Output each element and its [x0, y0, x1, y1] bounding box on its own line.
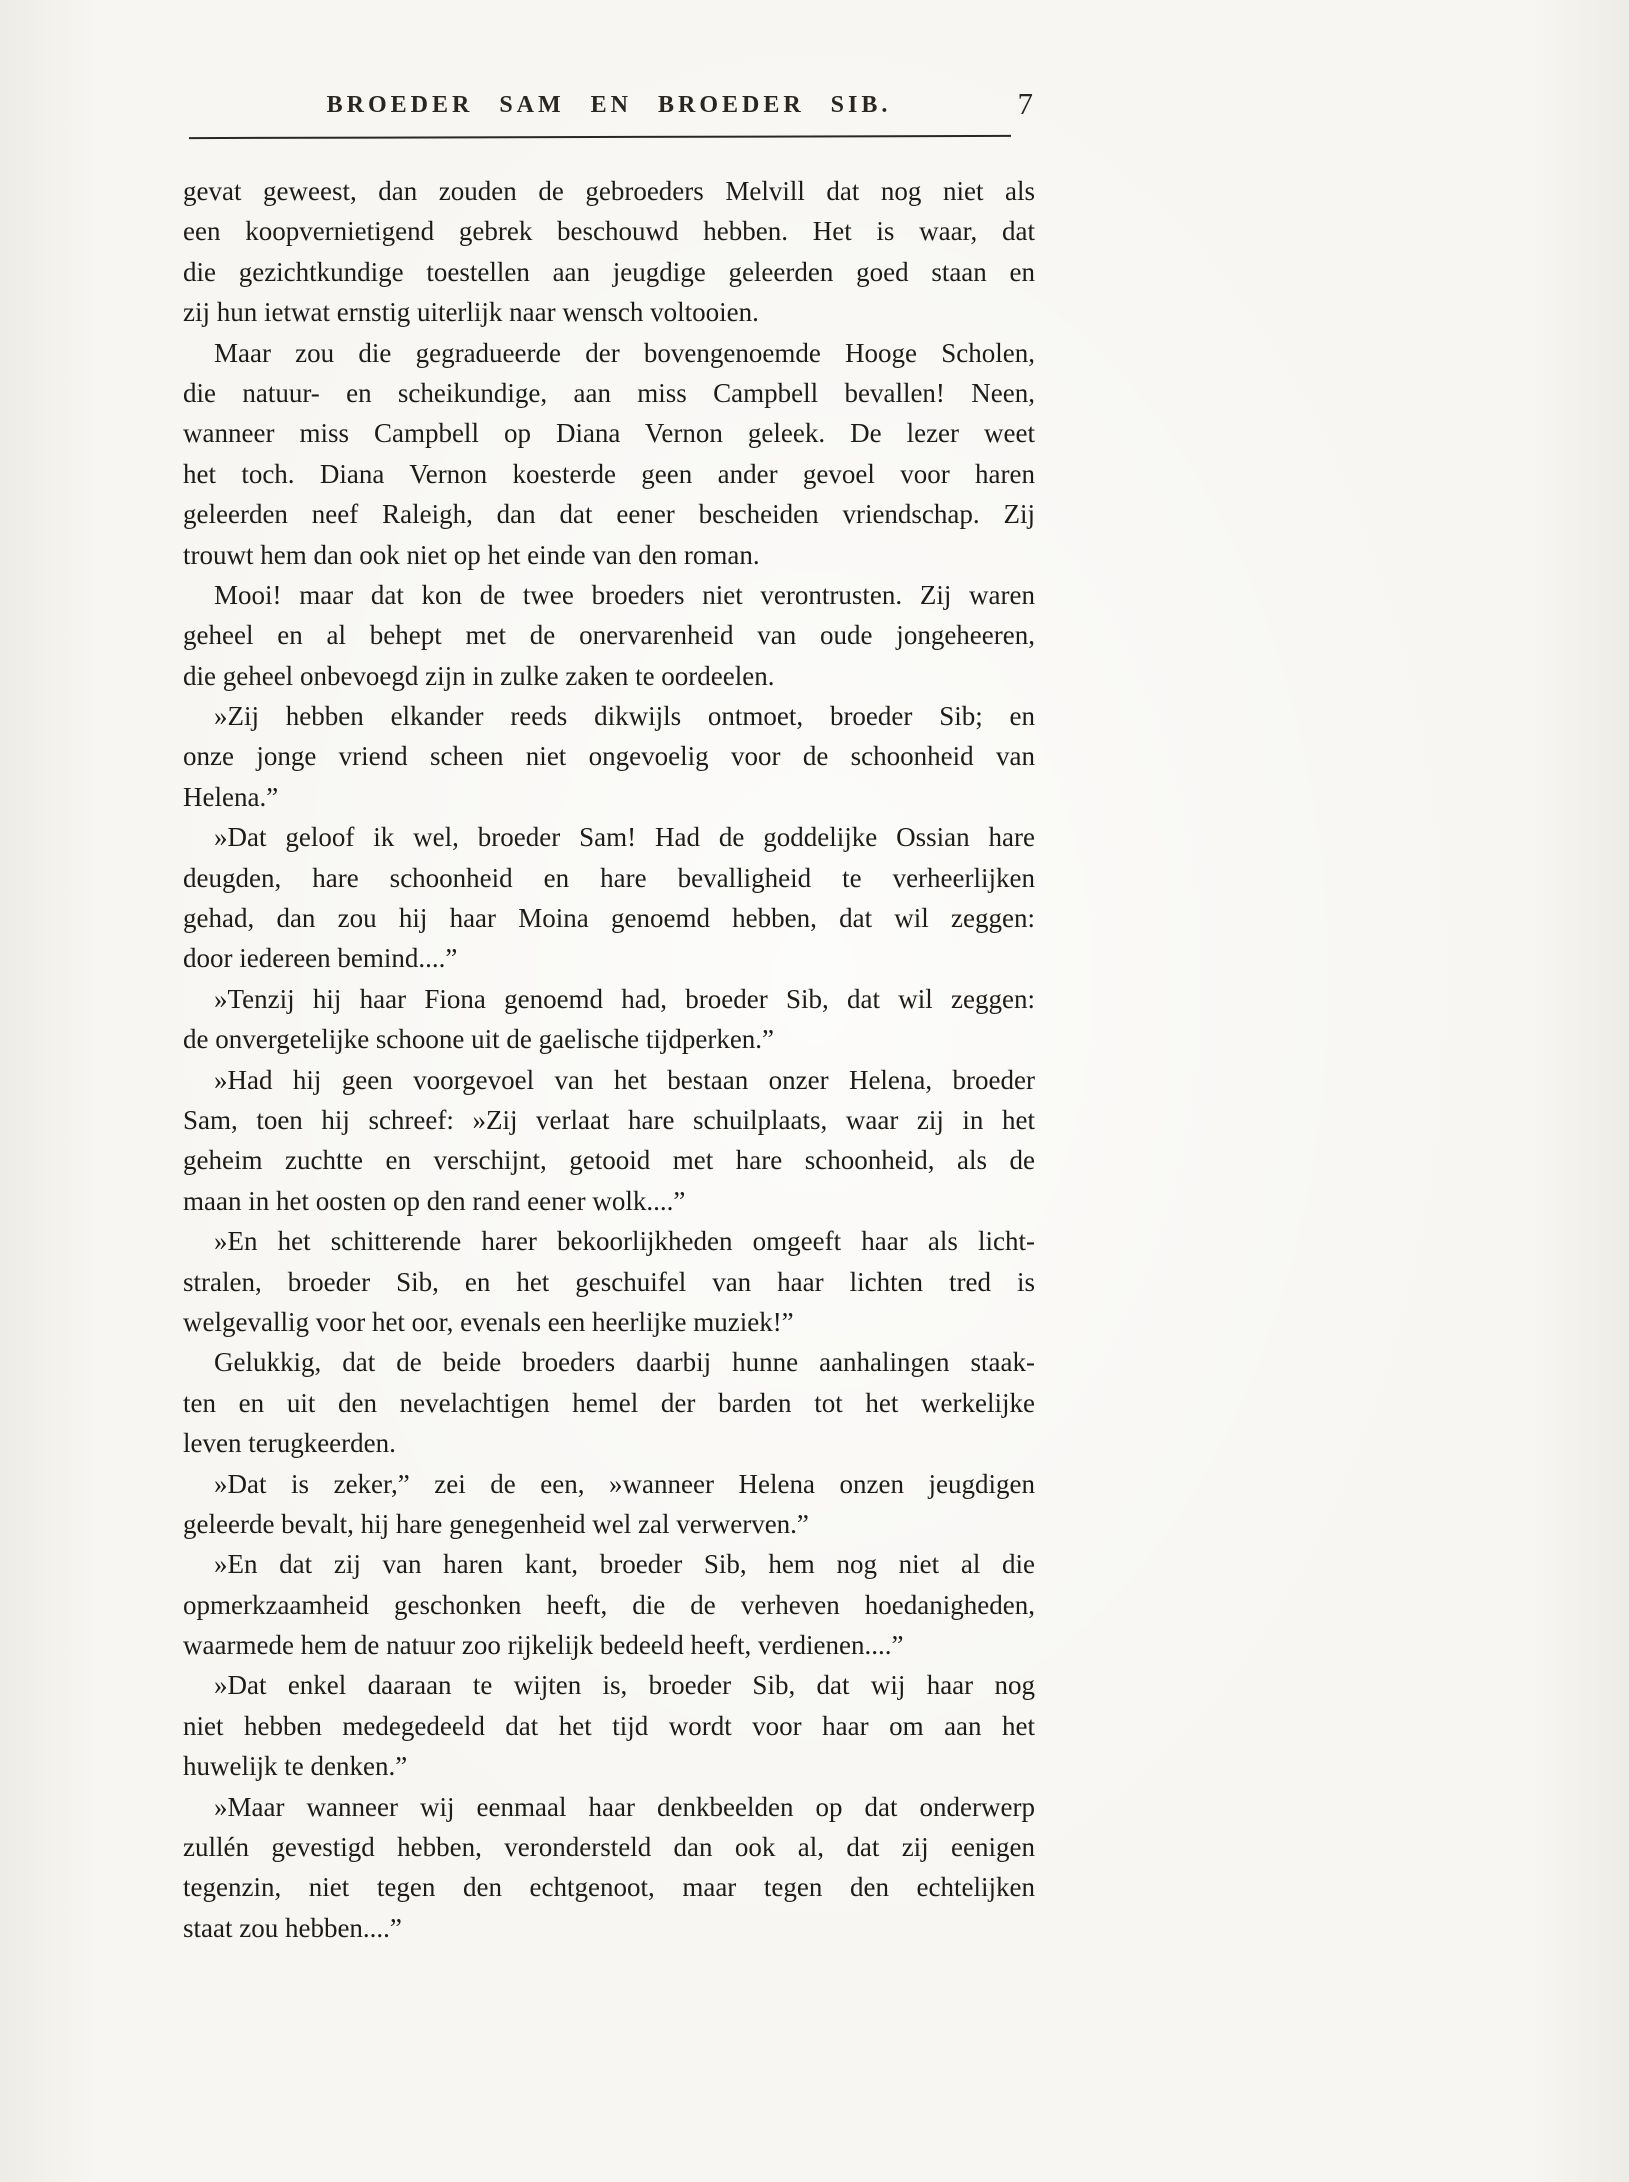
text-block — [183, 88, 1035, 1948]
running-title: BROEDER SAM EN BROEDER SIB. — [326, 92, 892, 118]
text-line: Helena.” — [183, 781, 279, 812]
text-line: trouwt hem dan ook niet op het einde van den roman. — [183, 539, 760, 570]
text-line: »Dat is zeker,” zei de een, »wanneer Helena onzen jeugdigen — [214, 1468, 1035, 1499]
text-line: Gelukkig, dat de beide broeders daarbij hunne aanhalingen staak- — [214, 1347, 1035, 1378]
text-line: wanneer miss Campbell op Diana Vernon geleek. De lezer weet — [183, 418, 1035, 449]
text-line: huwelijk te denken.” — [183, 1751, 408, 1782]
text-line: tegenzin, niet tegen den echtgenoot, maar tegen den echtelijken — [183, 1872, 1035, 1903]
text-line: »Tenzij hij haar Fiona genoemd had, broeder Sib, dat wil zeggen: — [214, 983, 1035, 1014]
text-line: Sam, toen hij schreef: »Zij verlaat hare schuilplaats, waar zij in het — [183, 1104, 1035, 1135]
text-line: zij hun ietwat ernstig uiterlijk naar wensch voltooien. — [183, 297, 759, 328]
text-line: niet hebben medegedeeld dat het tijd wordt voor haar om aan het — [183, 1710, 1035, 1741]
text-line: welgevallig voor het oor, evenals een heerlijke muziek!” — [183, 1306, 794, 1337]
text-line: geheim zuchtte en verschijnt, getooid met hare schoonheid, als de — [183, 1145, 1035, 1176]
text-line: »Zij hebben elkander reeds dikwijls ontmoet, broeder Sib; en — [214, 701, 1035, 732]
text-line: het toch. Diana Vernon koesterde geen ander gevoel voor haren — [183, 458, 1035, 489]
text-line: gevat geweest, dan zouden de gebroeders Melvill dat nog niet als — [183, 176, 1035, 206]
text-line: geleerde bevalt, hij hare genegenheid wel zal verwerven.” — [183, 1508, 809, 1539]
text-line: Mooi! maar dat kon de twee broeders niet verontrusten. Zij waren — [214, 579, 1035, 610]
header-rule — [189, 135, 1011, 139]
text-line: »Dat geloof ik wel, broeder Sam! Had de goddelijke Ossian hare — [214, 822, 1035, 853]
text-line: »En het schitterende harer bekoorlijkheden omgeeft haar als licht- — [214, 1226, 1035, 1257]
text-line: stralen, broeder Sib, en het geschuifel van haar lichten tred is — [183, 1266, 1035, 1297]
page-body — [183, 171, 1035, 1948]
text-line: waarmede hem de natuur zoo rijkelijk bedeeld heeft, verdienen....” — [183, 1630, 904, 1661]
text-line: zullén gevestigd hebben, verondersteld dan ook al, dat zij eenigen — [183, 1832, 1035, 1863]
text-line: een koopvernietigend gebrek beschouwd hebben. Het is waar, dat — [183, 216, 1035, 247]
text-line: »Had hij geen voorgevoel van het bestaan onzer Helena, broeder — [214, 1064, 1035, 1095]
text-line: de onvergetelijke schoone uit de gaelische tijdperken.” — [183, 1024, 775, 1055]
text-line: opmerkzaamheid geschonken heeft, die de verheven hoedanigheden, — [183, 1589, 1035, 1620]
page-number: 7 — [1017, 86, 1033, 121]
text-line: staat zou hebben....” — [183, 1912, 402, 1943]
text-line: die natuur- en scheikundige, aan miss Campbell bevallen! Neen, — [183, 377, 1035, 408]
text-line: geheel en al behept met de onervarenheid van oude jongeheeren, — [183, 620, 1035, 651]
text-line: deugden, hare schoonheid en hare bevalligheid te verheerlijken — [183, 862, 1035, 893]
page-header — [183, 88, 1035, 128]
text-line: die gezichtkundige toestellen aan jeugdige geleerden goed staan en — [183, 256, 1035, 287]
text-line: gehad, dan zou hij haar Moina genoemd hebben, dat wil zeggen: — [183, 903, 1035, 934]
text-line: door iedereen bemind....” — [183, 943, 458, 974]
text-line: leven terugkeerden. — [183, 1428, 396, 1459]
text-line: onze jonge vriend scheen niet ongevoelig voor de schoonheid van — [183, 741, 1035, 772]
text-line: »Maar wanneer wij eenmaal haar denkbeelden op dat onderwerp — [214, 1791, 1035, 1822]
text-line: ten en uit den nevelachtigen hemel der barden tot het werkelijke — [183, 1387, 1035, 1418]
text-line: geleerden neef Raleigh, dan dat eener bescheiden vriendschap. Zij — [183, 499, 1035, 530]
text-line: maan in het oosten op den rand eener wolk....” — [183, 1185, 686, 1216]
text-line: »En dat zij van haren kant, broeder Sib, hem nog niet al die — [214, 1549, 1035, 1580]
text-line: die geheel onbevoegd zijn in zulke zaken te oordeelen. — [183, 660, 775, 691]
text-line: »Dat enkel daaraan te wijten is, broeder Sib, dat wij haar nog — [214, 1670, 1035, 1701]
text-line: Maar zou die gegradueerde der bovengenoemde Hooge Scholen, — [214, 337, 1035, 368]
